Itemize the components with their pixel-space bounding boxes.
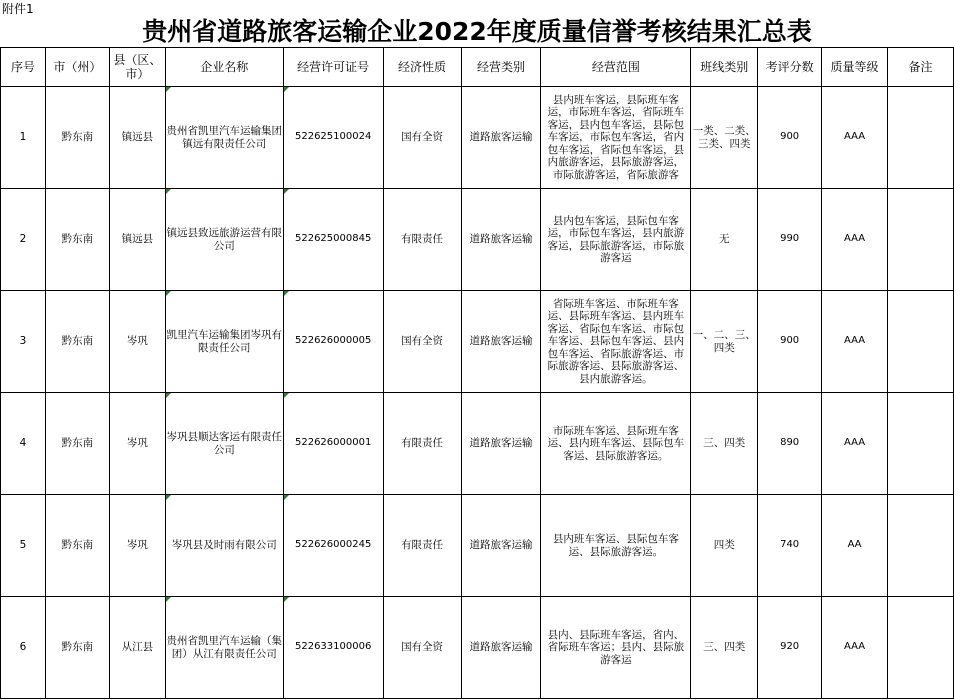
cell-county: 岑巩 [109, 393, 165, 495]
header-cell: 经济性质 [383, 48, 461, 87]
cell-category: 道路旅客运输 [461, 189, 541, 291]
header-cell: 备注 [888, 48, 954, 87]
cell-company-name: 岑巩县及时雨有限公司 [165, 495, 283, 597]
cell-city: 黔东南 [45, 87, 109, 189]
cell-remark [888, 597, 954, 699]
cell-scope: 县内包车客运，县际包车客运，市际包车客运，县内旅游客运，县际旅游客运，市际旅游客运 [541, 189, 691, 291]
cell-license: 522626000005 [283, 291, 383, 393]
header-cell: 市（州） [45, 48, 109, 87]
cell-remark [888, 393, 954, 495]
cell-score: 740 [758, 495, 822, 597]
cell-city: 黔东南 [45, 393, 109, 495]
cell-no: 4 [1, 393, 46, 495]
cell-county: 从江县 [109, 597, 165, 699]
cell-county: 岑巩 [109, 495, 165, 597]
cell-grade: AAA [822, 189, 888, 291]
cell-remark [888, 189, 954, 291]
cell-license: 522626000245 [283, 495, 383, 597]
page-title: 贵州省道路旅客运输企业2022年度质量信誉考核结果汇总表 [142, 17, 812, 46]
cell-line-class: 一类、二类、三类、四类 [691, 87, 758, 189]
cell-remark [888, 291, 954, 393]
table-row [1, 495, 954, 597]
cell-city: 黔东南 [45, 597, 109, 699]
cell-grade: AAA [822, 597, 888, 699]
cell-grade: AAA [822, 87, 888, 189]
cell-category: 道路旅客运输 [461, 87, 541, 189]
header-cell: 班线类别 [691, 48, 758, 87]
cell-line-class: 四类 [691, 495, 758, 597]
cell-license: 522625100024 [283, 87, 383, 189]
cell-nature: 国有全资 [383, 291, 461, 393]
cell-category: 道路旅客运输 [461, 291, 541, 393]
cell-score: 990 [758, 189, 822, 291]
table-row [1, 393, 954, 495]
header-cell: 县（区、市） [109, 48, 165, 87]
header-cell: 企业名称 [165, 48, 283, 87]
table-row [1, 291, 954, 393]
cell-license: 522626000001 [283, 393, 383, 495]
cell-score: 890 [758, 393, 822, 495]
header-row [1, 48, 954, 87]
cell-line-class: 三、四类 [691, 597, 758, 699]
cell-category: 道路旅客运输 [461, 495, 541, 597]
cell-no: 6 [1, 597, 46, 699]
cell-no: 2 [1, 189, 46, 291]
cell-scope: 省际班车客运、市际班车客运、县际班车客运、县内班车客运、省际包车客运、市际包车客运、县际包车客运、县内包车客运、省际旅游客运、市际旅游客运、县际旅游客运、县内旅游客运。 [541, 291, 691, 393]
cell-remark [888, 87, 954, 189]
cell-grade: AAA [822, 393, 888, 495]
cell-company-name: 岑巩县顺达客运有限责任公司 [165, 393, 283, 495]
cell-company-name: 镇远县致远旅游运营有限公司 [165, 189, 283, 291]
cell-license: 522625000845 [283, 189, 383, 291]
cell-line-class: 一、二、三、四类 [691, 291, 758, 393]
cell-county: 岑巩 [109, 291, 165, 393]
cell-nature: 国有全资 [383, 597, 461, 699]
header-cell: 经营类别 [461, 48, 541, 87]
results-table [0, 47, 954, 699]
header-cell: 经营许可证号 [283, 48, 383, 87]
header-cell: 质量等级 [822, 48, 888, 87]
cell-category: 道路旅客运输 [461, 393, 541, 495]
cell-nature: 有限责任 [383, 189, 461, 291]
cell-nature: 有限责任 [383, 393, 461, 495]
cell-city: 黔东南 [45, 495, 109, 597]
cell-scope: 市际班车客运、县际班车客运、县内班车客运、县际包车客运、县际旅游客运。 [541, 393, 691, 495]
header-cell: 考评分数 [758, 48, 822, 87]
header-cell: 序号 [1, 48, 46, 87]
cell-line-class: 三、四类 [691, 393, 758, 495]
cell-company-name: 贵州省凯里汽车运输（集团）从江有限责任公司 [165, 597, 283, 699]
cell-score: 900 [758, 87, 822, 189]
cell-no: 5 [1, 495, 46, 597]
cell-no: 3 [1, 291, 46, 393]
cell-nature: 有限责任 [383, 495, 461, 597]
table-row [1, 597, 954, 699]
cell-county: 镇远县 [109, 189, 165, 291]
attachment-label: 附件1 [2, 2, 34, 16]
cell-city: 黔东南 [45, 291, 109, 393]
cell-line-class: 无 [691, 189, 758, 291]
cell-company-name: 凯里汽车运输集团岑巩有限责任公司 [165, 291, 283, 393]
header-cell: 经营范围 [541, 48, 691, 87]
cell-nature: 国有全资 [383, 87, 461, 189]
table-row [1, 87, 954, 189]
cell-category: 道路旅客运输 [461, 597, 541, 699]
cell-score: 920 [758, 597, 822, 699]
cell-county: 镇远县 [109, 87, 165, 189]
cell-license: 522633100006 [283, 597, 383, 699]
cell-grade: AAA [822, 291, 888, 393]
cell-no: 1 [1, 87, 46, 189]
cell-scope: 县内、县际班车客运，省内、省际班车客运；县内、县际旅游客运 [541, 597, 691, 699]
cell-company-name: 贵州省凯里汽车运输集团镇远有限责任公司 [165, 87, 283, 189]
cell-grade: AA [822, 495, 888, 597]
table-row [1, 189, 954, 291]
cell-scope: 县内班车客运、县际包车客运、县际旅游客运。 [541, 495, 691, 597]
cell-score: 900 [758, 291, 822, 393]
cell-scope: 县内班车客运，县际班车客运，市际班车客运，省际班车客运，县内包车客运，县际包车客运，市际包车客运，省内包车客运，省际包车客运，县内旅游客运，县际旅游客运，市际旅游客运，省际旅游客 [541, 87, 691, 189]
cell-remark [888, 495, 954, 597]
cell-city: 黔东南 [45, 189, 109, 291]
